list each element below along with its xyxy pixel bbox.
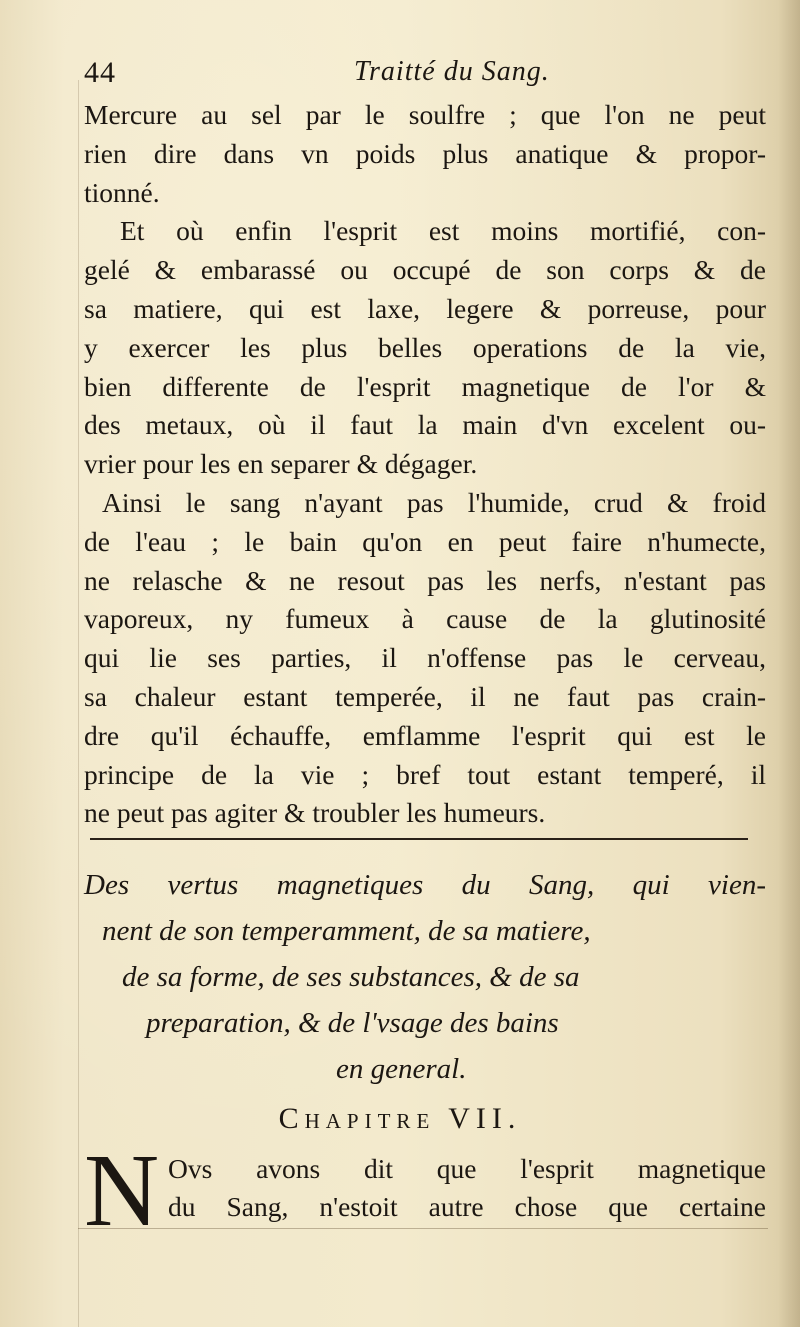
text-line: gelé & embarassé ou occupé de son corps & de xyxy=(84,254,766,286)
chapter-label: Chapitre xyxy=(278,1102,436,1135)
text-line: de l'eau ; le bain qu'on en peut faire n'humecte, xyxy=(84,525,766,557)
text-line: Ainsi le sang n'ayant pas l'humide, crud & froid xyxy=(102,486,766,518)
text-line: Ovs avons dit que l'esprit magnetique xyxy=(168,1153,766,1184)
text-line: Et où enfin l'esprit est moins mortifié, con- xyxy=(120,215,766,247)
chapter-title xyxy=(0,1102,800,1136)
heading-line: en general. xyxy=(336,1053,467,1085)
page-header xyxy=(84,56,764,96)
text-line: sa matiere, qui est laxe, legere & porreuse, pour xyxy=(84,292,766,324)
text-line: dre qu'il échauffe, emflamme l'esprit qui est le xyxy=(84,719,766,751)
body-text xyxy=(84,96,766,833)
section-divider xyxy=(90,838,748,840)
heading-line: Des vertus magnetiques du Sang, qui vien- xyxy=(84,869,766,901)
text-line: Mercure au sel par le soulfre ; que l'on ne peut xyxy=(84,99,766,130)
text-line: tionné. xyxy=(84,176,160,208)
heading-line: nent de son temperamment, de sa matiere, xyxy=(102,915,591,947)
chapter-number: VII. xyxy=(448,1102,522,1135)
text-line: rien dire dans vn poids plus anatique & propor- xyxy=(84,137,766,169)
page-number: 44 xyxy=(84,56,116,89)
section-heading xyxy=(84,862,766,1092)
page-fold-line xyxy=(78,80,79,1327)
heading-line: de sa forme, de ses substances, & de sa xyxy=(122,961,580,993)
text-line: du Sang, n'estoit autre chose que certaine xyxy=(168,1191,766,1222)
text-line: ne relasche & ne resout pas les nerfs, n'estant pas xyxy=(84,564,766,596)
text-line: vrier pour les en separer & dégager. xyxy=(84,448,478,480)
drop-cap: N xyxy=(84,1133,160,1248)
text-line: qui lie ses parties, il n'offense pas le cerveau, xyxy=(84,642,766,674)
text-line: ne peut pas agiter & troubler les humeurs. xyxy=(84,797,546,829)
heading-line: preparation, & de l'vsage des bains xyxy=(146,1007,559,1039)
text-line: y exercer les plus belles operations de la vie, xyxy=(84,331,766,363)
running-head: Traitté du Sang. xyxy=(354,56,550,87)
text-line: sa chaleur estant temperée, il ne faut pas crain- xyxy=(84,680,766,712)
text-line: vaporeux, ny fumeux à cause de la glutinosité xyxy=(84,603,766,635)
text-line: bien differente de l'esprit magnetique de l'or & xyxy=(84,370,766,402)
text-line: principe de la vie ; bref tout estant temperé, il xyxy=(84,758,766,790)
page-bottom-rule xyxy=(78,1228,768,1229)
chapter-opening-text xyxy=(168,1150,766,1226)
text-line: des metaux, où il faut la main d'vn excelent ou- xyxy=(84,409,766,441)
